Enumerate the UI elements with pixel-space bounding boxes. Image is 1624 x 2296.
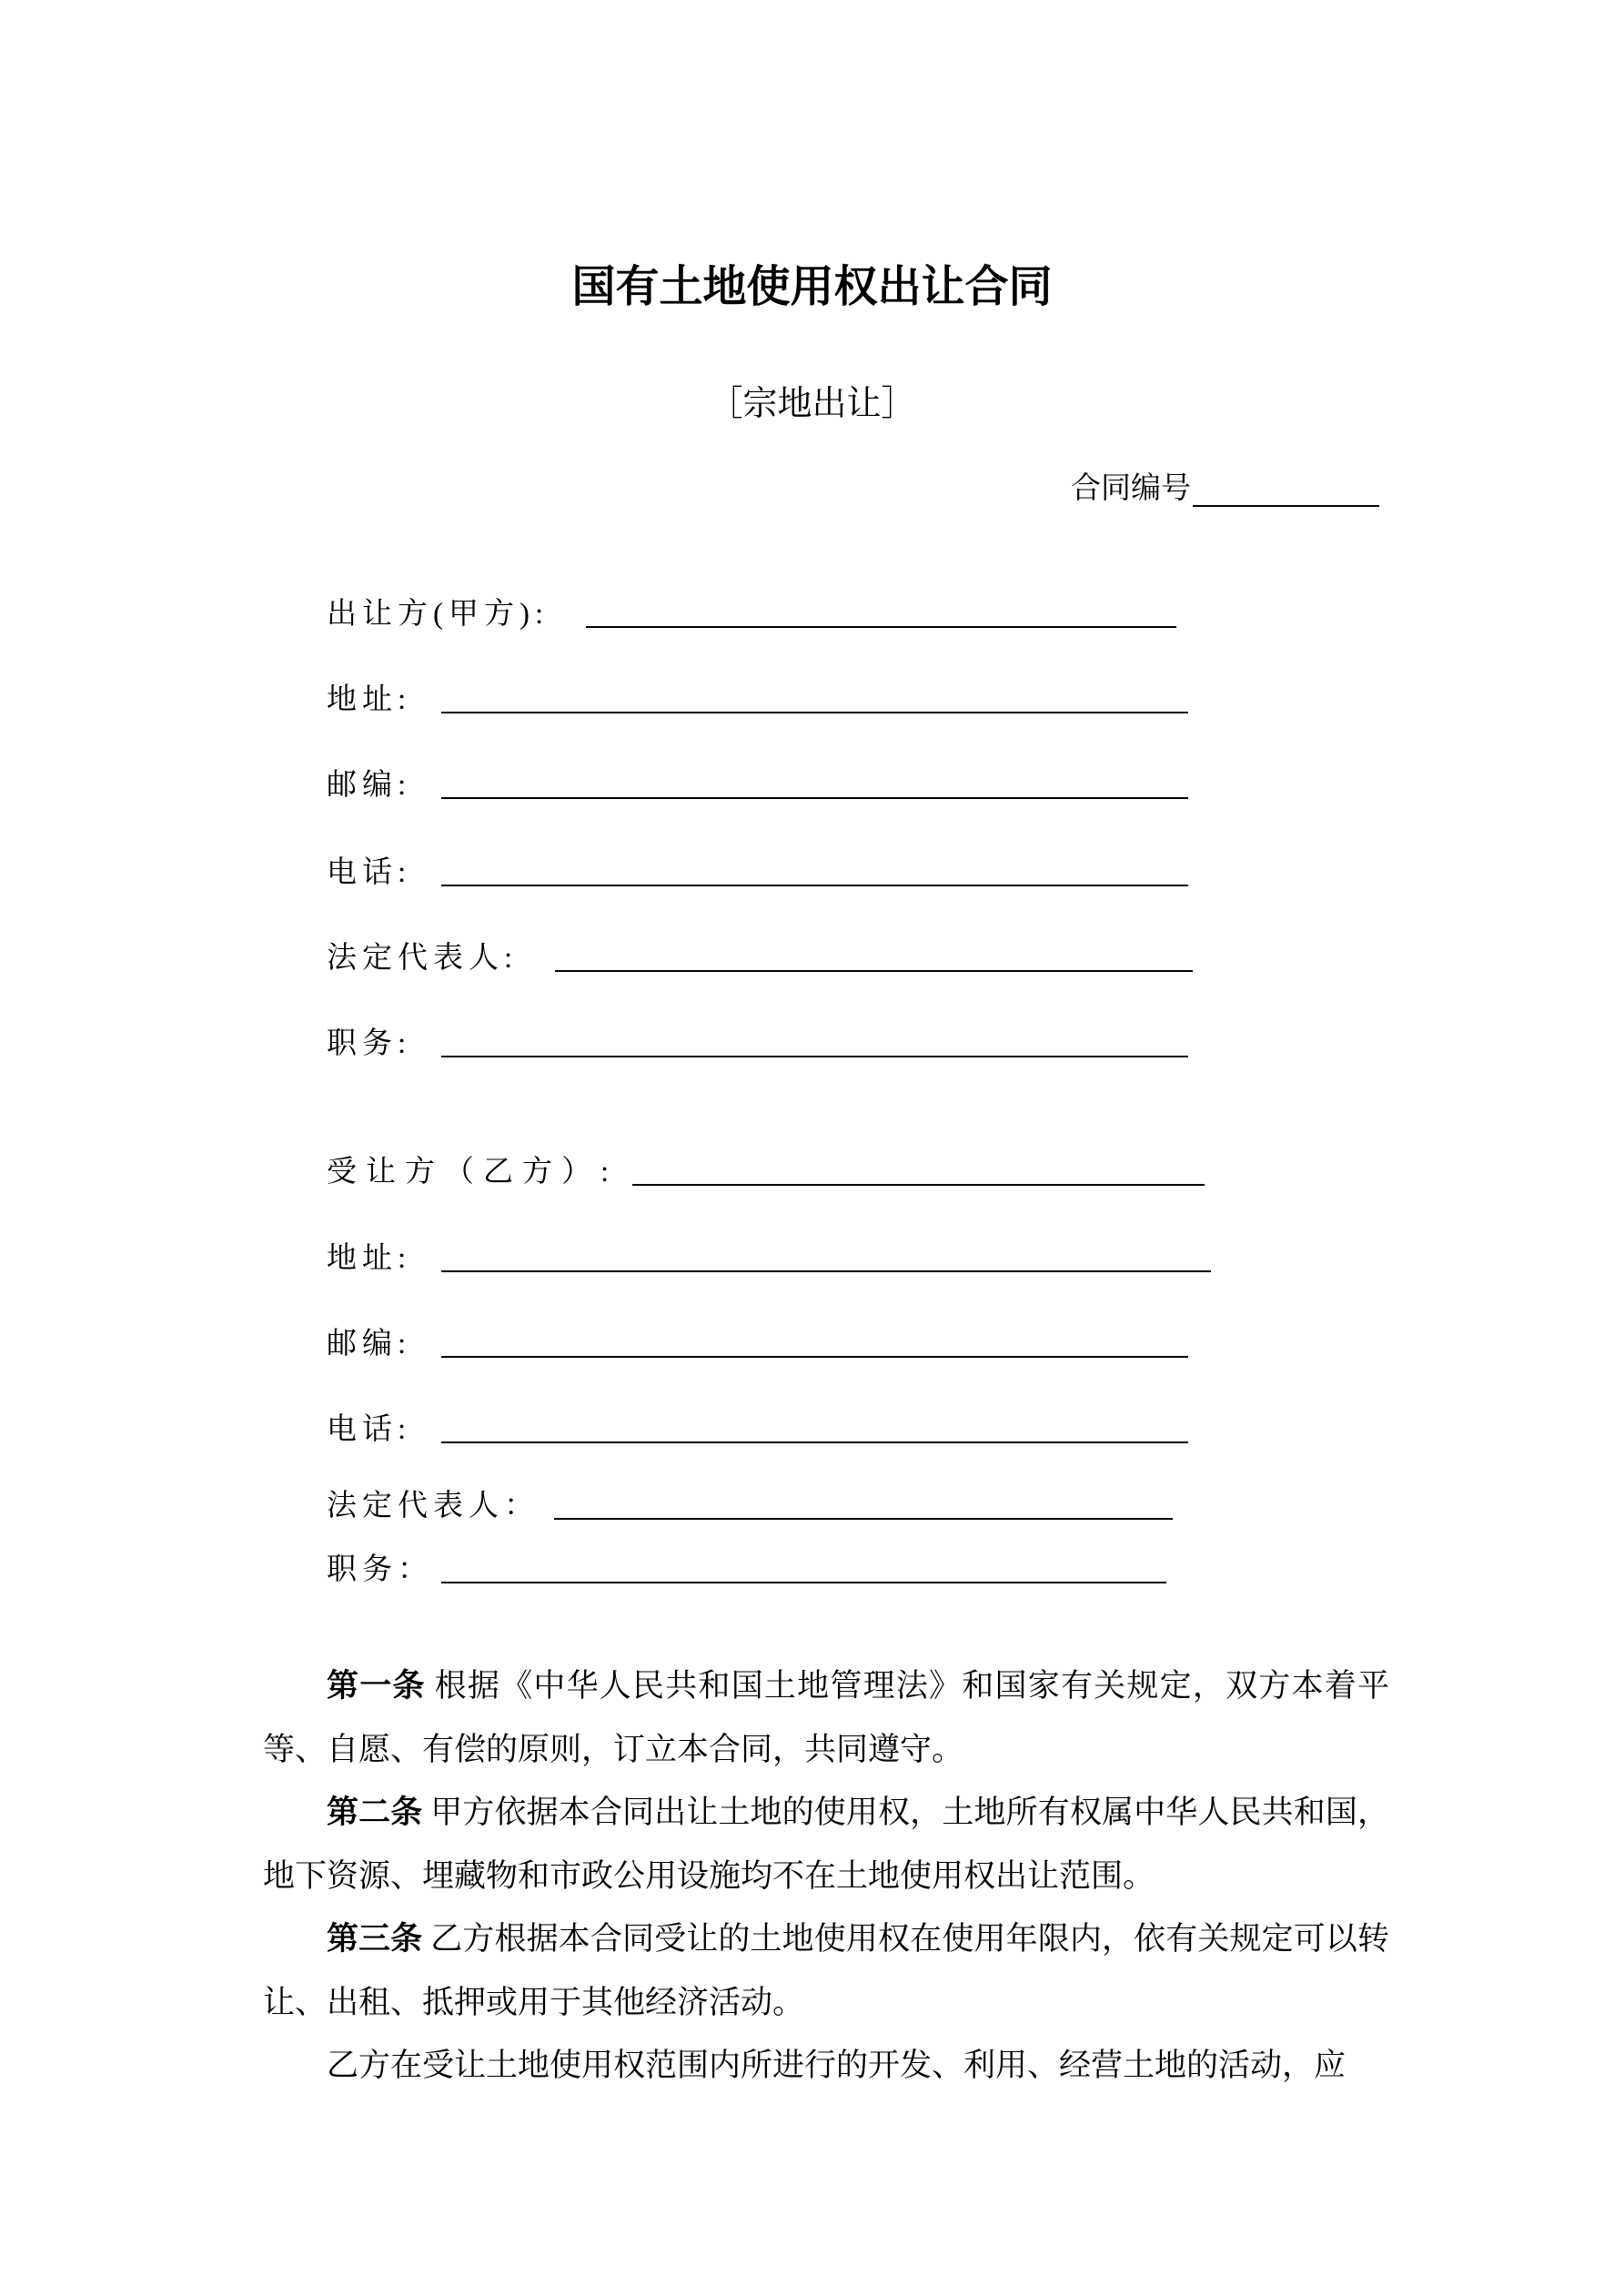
party-b-position-blank[interactable] bbox=[441, 1582, 1166, 1583]
field-label: 邮编: bbox=[327, 1328, 412, 1360]
article-text: 乙方在受让土地使用权范围内所进行的开发、利用、经营土地的活动，应 bbox=[327, 2048, 1347, 2083]
party-a-phone bbox=[327, 848, 411, 891]
contract-number-label: 合同编号 bbox=[1071, 472, 1191, 505]
article-text: 甲方依据本合同出让土地的使用权，土地所有权属中华人民共和国，地下资源、埋藏物和市政公用设施均不在土地使用权出让范围。 bbox=[263, 1795, 1389, 1894]
field-label: 电话: bbox=[327, 856, 412, 889]
party-a-legal-rep-blank[interactable] bbox=[555, 970, 1193, 972]
article-2 bbox=[263, 1781, 1389, 1907]
party-b-legal-rep-blank[interactable] bbox=[554, 1518, 1173, 1520]
article-label: 第一条 bbox=[327, 1668, 426, 1704]
party-b-phone bbox=[327, 1405, 411, 1448]
party-a-legal-rep bbox=[327, 934, 518, 976]
field-label: 职务： bbox=[327, 1553, 433, 1586]
article-text: 乙方根据本合同受让的土地使用权在使用年限内，依有关规定可以转让、出租、抵押或用于其他经济活动。 bbox=[263, 1921, 1389, 2020]
field-label: 邮编: bbox=[327, 769, 412, 802]
field-label: 地址: bbox=[327, 1242, 412, 1275]
party-a-heading bbox=[327, 590, 549, 632]
field-label: 受让方（乙方）: bbox=[327, 1156, 619, 1188]
party-a-postcode bbox=[327, 761, 411, 804]
party-b-legal-rep bbox=[327, 1482, 540, 1524]
party-b-address bbox=[327, 1234, 411, 1277]
contract-number bbox=[1071, 464, 1379, 507]
field-label: 电话: bbox=[327, 1413, 412, 1446]
party-a-address bbox=[327, 675, 411, 718]
party-a-phone-blank[interactable] bbox=[441, 885, 1188, 886]
field-label: 职务: bbox=[327, 1027, 412, 1060]
field-label: 法定代表人： bbox=[327, 1490, 540, 1522]
party-b-heading bbox=[327, 1148, 618, 1190]
party-a-position bbox=[327, 1019, 411, 1062]
party-b-phone-blank[interactable] bbox=[441, 1441, 1188, 1443]
party-a-name-blank[interactable] bbox=[586, 626, 1176, 628]
contract-number-blank[interactable] bbox=[1193, 478, 1379, 507]
document-title: 国有土地使用权出让合同 bbox=[571, 263, 1053, 311]
party-b-position bbox=[327, 1545, 433, 1588]
article-3 bbox=[263, 1907, 1389, 2034]
contract-body bbox=[263, 1654, 1389, 2098]
party-b-address-blank[interactable] bbox=[441, 1270, 1211, 1272]
article-1 bbox=[263, 1654, 1389, 1781]
party-a-position-blank[interactable] bbox=[441, 1056, 1188, 1057]
party-b-postcode bbox=[327, 1320, 411, 1362]
article-label: 第二条 bbox=[327, 1795, 423, 1830]
party-a-address-blank[interactable] bbox=[441, 712, 1188, 713]
party-b-postcode-blank[interactable] bbox=[441, 1356, 1188, 1358]
document-subtitle: ［宗地出让］ bbox=[708, 385, 916, 423]
field-label: 地址: bbox=[327, 683, 412, 716]
field-label: 法定代表人: bbox=[327, 942, 519, 975]
party-a-postcode-blank[interactable] bbox=[441, 797, 1188, 799]
article-3-continued bbox=[263, 2034, 1389, 2098]
field-label: 出让方(甲方): bbox=[327, 598, 550, 631]
party-b-name-blank[interactable] bbox=[632, 1184, 1205, 1186]
article-text: 根据《中华人民共和国土地管理法》和国家有关规定，双方本着平等、自愿、有偿的原则，订立本合同，共同遵守。 bbox=[263, 1668, 1389, 1767]
article-label: 第三条 bbox=[327, 1921, 423, 1957]
